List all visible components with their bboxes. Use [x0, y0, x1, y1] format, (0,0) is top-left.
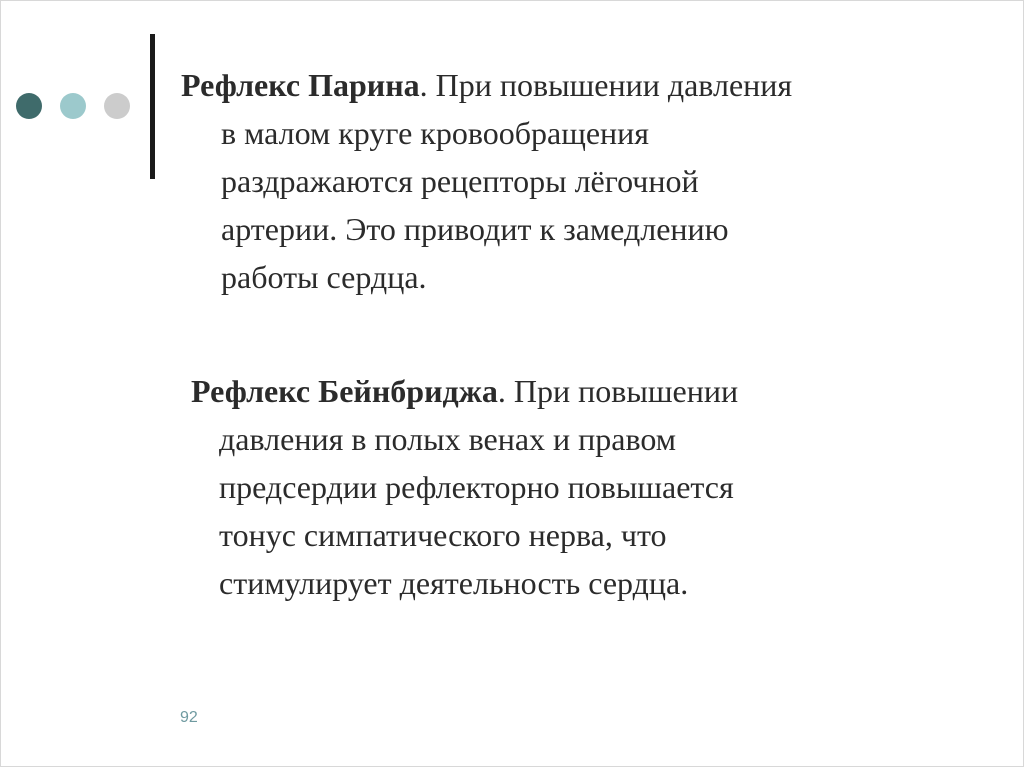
text-line: давления в полых венах и правом: [219, 421, 677, 457]
text-line: стимулирует деятельность сердца.: [219, 565, 689, 601]
text-line: тонус симпатического нерва, что: [219, 517, 667, 553]
text-line: раздражаются рецепторы лёгочной: [221, 163, 699, 199]
page-number: 92: [180, 709, 198, 726]
text-line: . При повышении: [497, 373, 739, 409]
paragraph-parin-reflex: [181, 61, 971, 301]
bullet-dot-teal: [60, 93, 86, 119]
vertical-divider: [150, 34, 155, 179]
term-heading: Рефлекс Бейнбриджа: [191, 373, 498, 409]
bullet-dot-gray: [104, 93, 130, 119]
paragraph-bainbridge-reflex: [191, 367, 981, 607]
text-line: предсердии рефлекторно повышается: [219, 469, 734, 505]
paragraph-first-line: [191, 367, 981, 415]
paragraph-first-line: [181, 61, 971, 109]
bullet-dot-dark: [16, 93, 42, 119]
text-line: в малом круге кровообращения: [221, 115, 649, 151]
text-line: артерии. Это приводит к замедлению: [221, 211, 729, 247]
text-line: работы сердца.: [221, 259, 427, 295]
term-heading: Рефлекс Парина: [181, 67, 420, 103]
text-line: . При повышении давления: [419, 67, 793, 103]
